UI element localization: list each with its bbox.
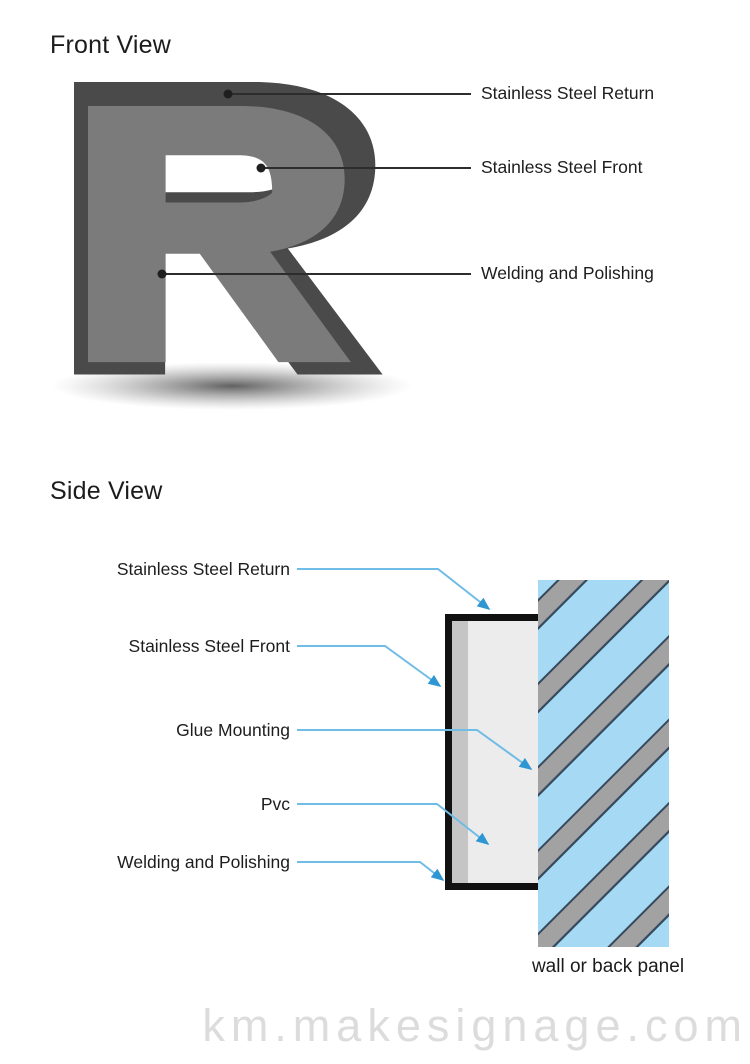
- leader-dot: [224, 90, 233, 99]
- pvc-inner-strip: [452, 621, 468, 883]
- label-stainless-steel-front: Stainless Steel Front: [481, 157, 643, 177]
- leader-arrow: [297, 569, 489, 609]
- channel-cross-section: [445, 614, 538, 890]
- front-view-title: Front View: [50, 31, 172, 59]
- letter-r-3d: [74, 82, 383, 375]
- front-view-graphic: [52, 82, 471, 410]
- label-welding-and-polishing-side: Welding and Polishing: [117, 852, 290, 872]
- watermark-text: km.makesignage.com: [202, 1000, 748, 1051]
- label-stainless-steel-return: Stainless Steel Return: [481, 83, 655, 103]
- steel-return-bottom: [445, 883, 538, 890]
- label-stainless-steel-return-side: Stainless Steel Return: [116, 559, 290, 579]
- side-view-title: Side View: [50, 477, 163, 505]
- wall-back-panel: [538, 580, 669, 947]
- steel-return-top: [445, 614, 538, 621]
- label-welding-and-polishing: Welding and Polishing: [481, 263, 654, 283]
- letter-r-front: [88, 106, 351, 362]
- leader-arrow: [297, 646, 440, 686]
- label-glue-mounting: Glue Mounting: [176, 720, 290, 740]
- steel-front-edge: [445, 614, 452, 890]
- leader-dot: [158, 270, 167, 279]
- label-pvc: Pvc: [260, 794, 290, 814]
- wall-or-back-panel-label: wall or back panel: [531, 956, 685, 977]
- leader-dot: [257, 164, 266, 173]
- label-stainless-steel-front-side: Stainless Steel Front: [128, 636, 290, 656]
- side-view-graphic: [297, 569, 669, 947]
- leader-arrow: [297, 862, 443, 880]
